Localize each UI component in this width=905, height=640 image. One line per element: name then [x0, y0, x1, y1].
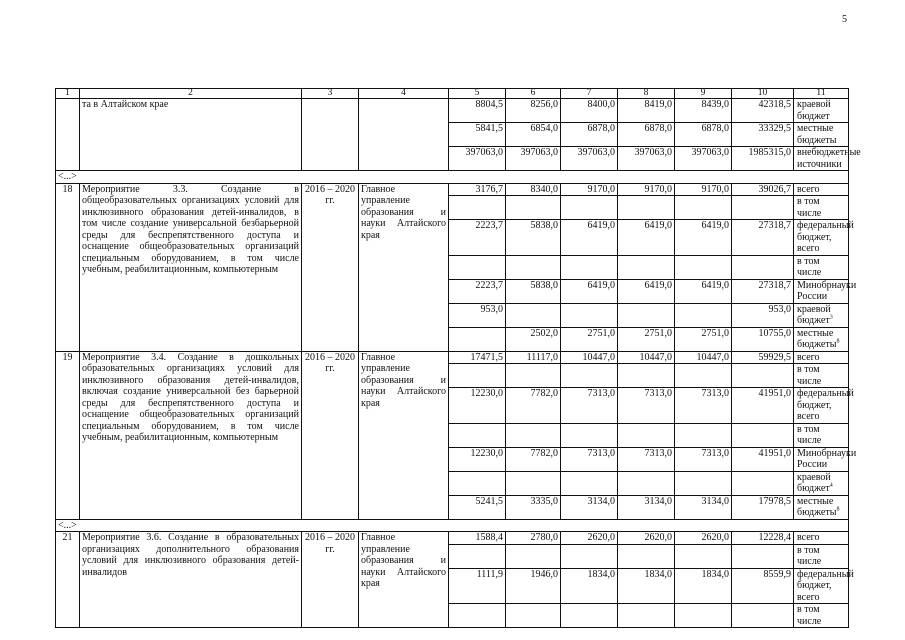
amount-cell: 42318,5 [732, 99, 794, 123]
funding-source [794, 220, 854, 256]
amount-cell: 7313,0 [561, 388, 618, 424]
measure-name: Мероприятие 3.3. Создание в общеобразовательных организациях условий для инклюзивного образования детей-инвалидов, в том числе создание универсальной безбарьерной среды для беспрепятственного доступа и оснащение общеобразовательных организаций специальным оборудованием, в том числе учебным, реабилитационным, компьютерным [80, 183, 302, 351]
amount-cell: 2751,0 [561, 327, 618, 351]
amount-cell [675, 196, 732, 220]
footnote-mark: 8 [836, 338, 840, 345]
amount-cell: 12230,0 [449, 388, 506, 424]
amount-cell [618, 423, 675, 447]
amount-cell: 8340,0 [506, 183, 561, 196]
amount-cell: 8419,0 [618, 99, 675, 123]
funding-source-text: в том числе [797, 196, 822, 219]
funding-source-text: в том числе [797, 423, 822, 446]
amount-cell [675, 471, 732, 495]
amount-cell: 2620,0 [618, 532, 675, 545]
column-number-row [56, 89, 849, 99]
amount-cell: 2751,0 [618, 327, 675, 351]
measure-number: 19 [56, 351, 80, 519]
column-number: 5 [449, 89, 506, 99]
amount-cell: 10447,0 [675, 351, 732, 364]
amount-cell: 7313,0 [675, 388, 732, 424]
amount-cell [506, 196, 561, 220]
amount-cell: 3134,0 [618, 495, 675, 519]
amount-cell: 397063,0 [675, 147, 732, 171]
funding-source-text: федеральный бюджет, всего [797, 388, 854, 422]
funding-source-text: внебюджетные источники [797, 147, 861, 170]
amount-cell: 3134,0 [561, 495, 618, 519]
measure-name: Мероприятие 3.4. Создание в дошкольных образовательных организациях условий для инклюзивного образования детей-инвалидов, включая создание универсальной без барьерной среды для беспрепятственного доступа и оснащение общеобразовательных организаций специальным оборудованием, в том числе учебным, реабилитационным, компьютерным [80, 351, 302, 519]
table-row [56, 183, 849, 196]
amount-cell [506, 255, 561, 279]
measure-period [302, 99, 359, 171]
funding-source [794, 279, 857, 303]
ellipsis-row [56, 519, 849, 532]
amount-cell [675, 303, 732, 327]
amount-cell: 6419,0 [618, 220, 675, 256]
measure-executor: Главное управление образования и науки Алтайского края [359, 532, 449, 628]
funding-source-text: местные бюджеты [797, 123, 837, 146]
amount-cell [561, 196, 618, 220]
amount-cell: 5838,0 [506, 220, 561, 256]
table-row [56, 532, 849, 545]
amount-cell [561, 471, 618, 495]
column-number: 2 [80, 89, 302, 99]
amount-cell: 2620,0 [561, 532, 618, 545]
amount-cell [449, 196, 506, 220]
funding-source-text: Минобрнауки России [797, 447, 857, 470]
funding-source [794, 604, 849, 628]
amount-cell: 41951,0 [732, 388, 794, 424]
column-number: 9 [675, 89, 732, 99]
amount-cell: 6419,0 [618, 279, 675, 303]
amount-cell [675, 255, 732, 279]
amount-cell [561, 364, 618, 388]
amount-cell: 397063,0 [561, 147, 618, 171]
funding-source [794, 196, 849, 220]
amount-cell: 33329,5 [732, 123, 794, 147]
amount-cell: 6878,0 [561, 123, 618, 147]
funding-source [794, 351, 849, 364]
measure-number: 21 [56, 532, 80, 628]
measure-name: та в Алтайском крае [80, 99, 302, 171]
column-number: 8 [618, 89, 675, 99]
amount-cell [618, 544, 675, 568]
amount-cell: 6419,0 [561, 279, 618, 303]
amount-cell: 2223,7 [449, 220, 506, 256]
column-number: 11 [794, 89, 849, 99]
column-number: 10 [732, 89, 794, 99]
funding-source-text: Минобрнауки России [797, 279, 857, 302]
measure-period: 2016 – 2020 гг. [302, 183, 359, 351]
omitted-rows-marker: <...> [56, 171, 849, 184]
measures-table [55, 88, 861, 628]
amount-cell [732, 196, 794, 220]
funding-source-text: в том числе [797, 364, 822, 387]
amount-cell: 6419,0 [675, 279, 732, 303]
funding-source-text: краевой бюджет [797, 303, 831, 326]
measure-executor: Главное управление образования и науки Алтайского края [359, 351, 449, 519]
funding-source [794, 327, 849, 351]
amount-cell: 1588,4 [449, 532, 506, 545]
amount-cell: 5838,0 [506, 279, 561, 303]
amount-cell: 59929,5 [732, 351, 794, 364]
amount-cell [732, 255, 794, 279]
amount-cell: 1834,0 [561, 568, 618, 604]
amount-cell [675, 544, 732, 568]
funding-source [794, 471, 849, 495]
amount-cell [561, 303, 618, 327]
amount-cell [561, 544, 618, 568]
amount-cell: 17471,5 [449, 351, 506, 364]
funding-source [794, 364, 849, 388]
amount-cell [618, 604, 675, 628]
funding-source-text: федеральный бюджет, всего [797, 568, 854, 603]
funding-source [794, 568, 854, 604]
column-number: 1 [56, 89, 80, 99]
funding-source-text: краевой бюджет [797, 471, 831, 494]
amount-cell [618, 364, 675, 388]
amount-cell: 6878,0 [618, 123, 675, 147]
amount-cell [506, 303, 561, 327]
amount-cell: 10447,0 [618, 351, 675, 364]
funding-source-text: краевой бюджет [797, 99, 831, 122]
amount-cell [732, 471, 794, 495]
funding-source-text: местные бюджеты [797, 327, 837, 350]
amount-cell: 11117,0 [506, 351, 561, 364]
amount-cell: 3335,0 [506, 495, 561, 519]
page-number: 5 [842, 14, 847, 25]
measure-number [56, 99, 80, 171]
funding-source [794, 147, 861, 171]
measure-period: 2016 – 2020 гг. [302, 532, 359, 628]
measure-executor [359, 99, 449, 171]
amount-cell: 8559,9 [732, 568, 794, 604]
amount-cell: 9170,0 [675, 183, 732, 196]
amount-cell: 2502,0 [506, 327, 561, 351]
funding-source-text: всего [797, 532, 820, 543]
amount-cell: 5241,5 [449, 495, 506, 519]
amount-cell: 10755,0 [732, 327, 794, 351]
amount-cell: 7782,0 [506, 388, 561, 424]
amount-cell: 1946,0 [506, 568, 561, 604]
amount-cell [675, 364, 732, 388]
amount-cell: 10447,0 [561, 351, 618, 364]
amount-cell [449, 255, 506, 279]
amount-cell: 6854,0 [506, 123, 561, 147]
amount-cell [732, 423, 794, 447]
funding-source [794, 123, 849, 147]
funding-source [794, 99, 849, 123]
amount-cell [506, 604, 561, 628]
amount-cell: 1985315,0 [732, 147, 794, 171]
amount-cell: 1111,9 [449, 568, 506, 604]
amount-cell: 7313,0 [561, 447, 618, 471]
amount-cell [732, 364, 794, 388]
funding-source-text: всего [797, 351, 820, 363]
column-number: 7 [561, 89, 618, 99]
amount-cell: 397063,0 [618, 147, 675, 171]
amount-cell: 7313,0 [618, 388, 675, 424]
funding-source [794, 183, 849, 196]
amount-cell [449, 604, 506, 628]
amount-cell [506, 471, 561, 495]
amount-cell [618, 471, 675, 495]
measure-period: 2016 – 2020 гг. [302, 351, 359, 519]
funding-source [794, 388, 854, 424]
amount-cell: 12230,0 [449, 447, 506, 471]
amount-cell [618, 255, 675, 279]
ellipsis-row [56, 171, 849, 184]
amount-cell [449, 423, 506, 447]
amount-cell [618, 196, 675, 220]
amount-cell: 3176,7 [449, 183, 506, 196]
amount-cell: 8256,0 [506, 99, 561, 123]
table-row [56, 351, 849, 364]
amount-cell: 2620,0 [675, 532, 732, 545]
amount-cell: 8400,0 [561, 99, 618, 123]
amount-cell [732, 604, 794, 628]
amount-cell [449, 364, 506, 388]
amount-cell [449, 544, 506, 568]
amount-cell: 12228,4 [732, 532, 794, 545]
footnote-mark: 8 [836, 506, 840, 513]
table-row [56, 99, 849, 123]
amount-cell [506, 544, 561, 568]
amount-cell: 9170,0 [561, 183, 618, 196]
amount-cell: 27318,7 [732, 279, 794, 303]
amount-cell: 17978,5 [732, 495, 794, 519]
measure-number: 18 [56, 183, 80, 351]
amount-cell: 41951,0 [732, 447, 794, 471]
amount-cell: 6878,0 [675, 123, 732, 147]
amount-cell: 9170,0 [618, 183, 675, 196]
amount-cell [449, 471, 506, 495]
amount-cell [675, 604, 732, 628]
funding-source [794, 303, 849, 327]
funding-source [794, 423, 849, 447]
amount-cell: 8804,5 [449, 99, 506, 123]
amount-cell [506, 364, 561, 388]
amount-cell: 5841,5 [449, 123, 506, 147]
amount-cell: 3134,0 [675, 495, 732, 519]
amount-cell: 39026,7 [732, 183, 794, 196]
funding-source-text: местные бюджеты [797, 495, 837, 518]
amount-cell: 6419,0 [561, 220, 618, 256]
footnote-mark: 4 [829, 482, 833, 489]
funding-source-text: в том числе [797, 544, 822, 567]
amount-cell [675, 423, 732, 447]
funding-source-text: всего [797, 183, 820, 195]
funding-source-text: в том числе [797, 604, 822, 627]
amount-cell: 953,0 [732, 303, 794, 327]
amount-cell: 7782,0 [506, 447, 561, 471]
funding-source-text: федеральный бюджет, всего [797, 220, 854, 254]
omitted-rows-marker: <...> [56, 519, 849, 532]
column-number: 3 [302, 89, 359, 99]
amount-cell [561, 423, 618, 447]
amount-cell: 27318,7 [732, 220, 794, 256]
amount-cell: 6419,0 [675, 220, 732, 256]
amount-cell [449, 327, 506, 351]
measure-name: Мероприятие 3.6. Создание в образовательных организациях дополнительного образования условий для инклюзивного образования детей-инвалидов [80, 532, 302, 628]
amount-cell: 1834,0 [675, 568, 732, 604]
funding-source [794, 255, 849, 279]
amount-cell [561, 604, 618, 628]
column-number: 6 [506, 89, 561, 99]
amount-cell: 2751,0 [675, 327, 732, 351]
amount-cell: 397063,0 [506, 147, 561, 171]
amount-cell: 7313,0 [675, 447, 732, 471]
funding-source [794, 495, 849, 519]
amount-cell: 2223,7 [449, 279, 506, 303]
amount-cell: 2780,0 [506, 532, 561, 545]
amount-cell [506, 423, 561, 447]
amount-cell: 8439,0 [675, 99, 732, 123]
amount-cell: 953,0 [449, 303, 506, 327]
measure-executor: Главное управление образования и науки Алтайского края [359, 183, 449, 351]
amount-cell [732, 544, 794, 568]
funding-source-text: в том числе [797, 255, 822, 278]
funding-source [794, 447, 857, 471]
amount-cell: 1834,0 [618, 568, 675, 604]
amount-cell [618, 303, 675, 327]
column-number: 4 [359, 89, 449, 99]
amount-cell: 397063,0 [449, 147, 506, 171]
funding-source [794, 544, 849, 568]
funding-source [794, 532, 849, 545]
amount-cell: 7313,0 [618, 447, 675, 471]
footnote-mark: 3 [829, 314, 833, 321]
amount-cell [561, 255, 618, 279]
